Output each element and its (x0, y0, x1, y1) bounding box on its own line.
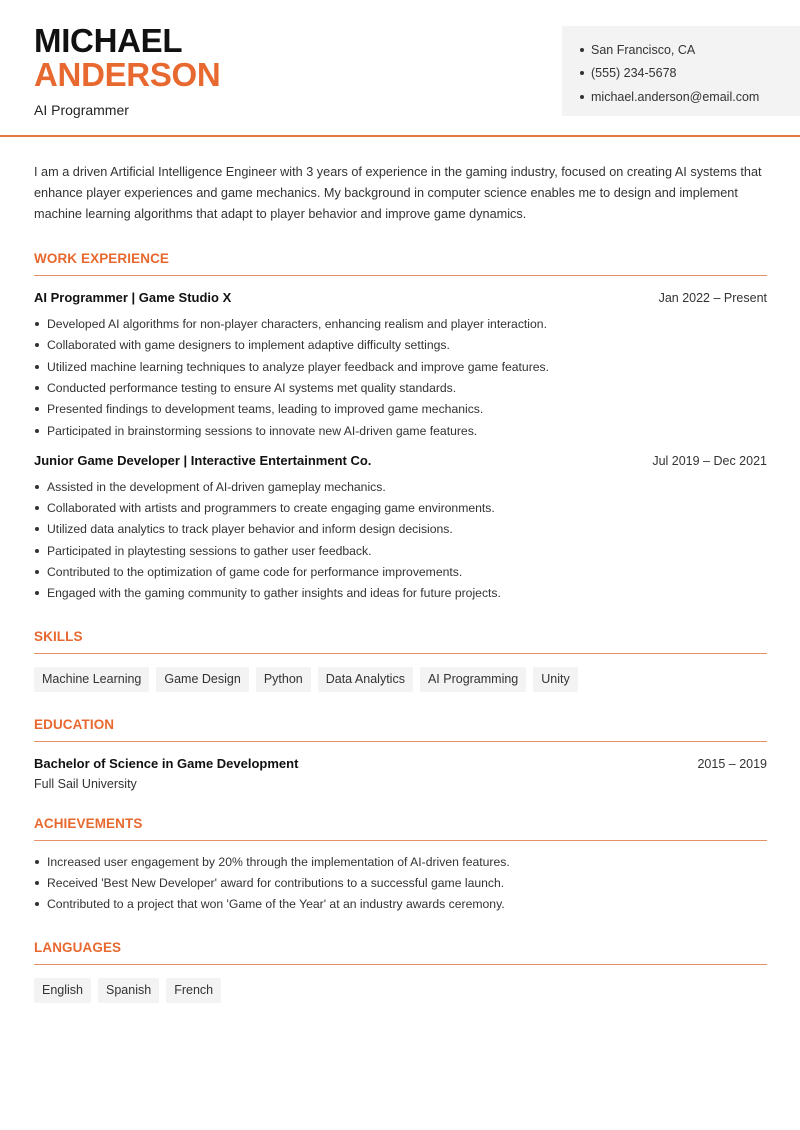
list-item (34, 872, 767, 893)
job-header (34, 453, 767, 468)
summary-paragraph: I am a driven Artificial Intelligence Engineer with 3 years of experience in the gaming industry, focused on creating AI systems that enhance player experiences and game mechanics. My background in computer science enables me to design and implement machine learning algorithms that adapt to player behavior and improve game dynamics. (34, 165, 762, 221)
section-title-education: EDUCATION (34, 717, 767, 742)
job-entry (34, 290, 767, 441)
list-item (34, 476, 767, 497)
bullet-text: Assisted in the development of AI-driven gameplay mechanics. (47, 479, 386, 494)
contact-location (580, 38, 800, 62)
bullet-text: Contributed to the optimization of game code for performance improvements. (47, 565, 463, 579)
skill-chip: Game Design (156, 667, 248, 692)
contact-phone (580, 62, 800, 86)
bullet-icon (35, 591, 39, 595)
list-item (34, 561, 767, 582)
job-header (34, 290, 767, 305)
resume-header (0, 0, 800, 137)
email-text: michael.anderson@email.com (591, 89, 760, 104)
bullet-icon (35, 322, 39, 326)
list-item (34, 540, 767, 561)
skill-chip: Data Analytics (318, 667, 413, 692)
contact-email (580, 85, 800, 109)
bullet-icon (35, 860, 39, 864)
achievement-text: Increased user engagement by 20% through the implementation of AI-driven features. (47, 854, 510, 869)
language-chip: English (34, 978, 91, 1003)
list-item (34, 851, 767, 872)
job-bullets (34, 313, 767, 441)
skills-section (34, 629, 767, 692)
bullet-icon (35, 527, 39, 531)
list-item (34, 335, 767, 356)
bullet-icon (35, 343, 39, 347)
bullet-icon (35, 407, 39, 411)
skills-chips (34, 667, 767, 692)
education-degree: Bachelor of Science in Game Development (34, 755, 299, 771)
bullet-text: Presented findings to development teams, leading to improved game mechanics. (47, 402, 484, 417)
work-experience-section (34, 251, 767, 604)
list-item (34, 497, 767, 518)
name-block (34, 24, 220, 118)
job-role: Junior Game Developer | Interactive Entertainment Co. (34, 453, 372, 469)
bullet-icon (580, 95, 584, 99)
achievements-list (34, 851, 767, 915)
section-title-achievements: ACHIEVEMENTS (34, 816, 767, 841)
phone-text: (555) 234-5678 (591, 66, 677, 81)
bullet-icon (35, 902, 39, 906)
bullet-text: Collaborated with game designers to implement adaptive difficulty settings. (47, 338, 450, 353)
job-entry (34, 453, 767, 604)
resume-content (0, 162, 800, 1003)
list-item (34, 313, 767, 334)
language-chips (34, 978, 767, 1003)
job-role: AI Programmer | Game Studio X (34, 290, 232, 306)
list-item (34, 420, 767, 441)
education-header (34, 756, 767, 771)
bullet-text: Developed AI algorithms for non-player characters, enhancing realism and player interaction. (47, 317, 547, 332)
last-name: ANDERSON (34, 56, 221, 93)
job-dates: Jan 2022 – Present (658, 291, 767, 306)
bullet-text: Conducted performance testing to ensure AI systems met quality standards. (47, 380, 457, 395)
bullet-text: Utilized data analytics to track player behavior and inform design decisions. (47, 522, 453, 537)
bullet-icon (35, 506, 39, 510)
job-title: AI Programmer (34, 102, 129, 118)
section-title-work: WORK EXPERIENCE (34, 251, 767, 276)
achievement-text: Contributed to a project that won 'Game of the Year' at an industry awards ceremony. (47, 897, 505, 912)
section-title-skills: SKILLS (34, 629, 767, 654)
bullet-text: Utilized machine learning techniques to analyze player feedback and improve game features. (47, 359, 550, 374)
job-bullets (34, 476, 767, 604)
bullet-icon (35, 881, 39, 885)
skill-chip: AI Programming (420, 667, 526, 692)
list-item (34, 519, 767, 540)
education-section (34, 717, 767, 791)
education-dates: 2015 – 2019 (697, 756, 767, 771)
list-item (34, 583, 767, 604)
bullet-icon (35, 386, 39, 390)
bullet-text: Participated in playtesting sessions to gather user feedback. (47, 543, 372, 558)
list-item (34, 399, 767, 420)
list-item (34, 894, 767, 915)
list-item (34, 356, 767, 377)
bullet-text: Participated in brainstorming sessions to innovate new AI-driven game features. (47, 423, 478, 438)
bullet-icon (580, 48, 584, 52)
bullet-text: Collaborated with artists and programmers to create engaging game environments. (47, 501, 495, 516)
language-chip: French (166, 978, 221, 1003)
job-dates: Jul 2019 – Dec 2021 (652, 454, 767, 469)
first-name: MICHAEL (34, 22, 183, 59)
bullet-text: Engaged with the gaming community to gather insights and ideas for future projects. (47, 586, 501, 601)
contact-box (562, 26, 800, 116)
bullet-icon (35, 485, 39, 489)
education-school: Full Sail University (34, 776, 137, 791)
achievement-text: Received 'Best New Developer' award for contributions to a successful game launch. (47, 875, 505, 890)
bullet-icon (35, 570, 39, 574)
bullet-icon (580, 71, 584, 75)
location-text: San Francisco, CA (591, 42, 696, 57)
skill-chip: Unity (533, 667, 577, 692)
skill-chip: Machine Learning (34, 667, 149, 692)
skill-chip: Python (256, 667, 311, 692)
language-chip: Spanish (98, 978, 159, 1003)
list-item (34, 377, 767, 398)
achievements-section (34, 816, 767, 915)
bullet-icon (35, 549, 39, 553)
bullet-icon (35, 365, 39, 369)
languages-section (34, 940, 767, 1003)
bullet-icon (35, 429, 39, 433)
section-title-languages: LANGUAGES (34, 940, 767, 965)
